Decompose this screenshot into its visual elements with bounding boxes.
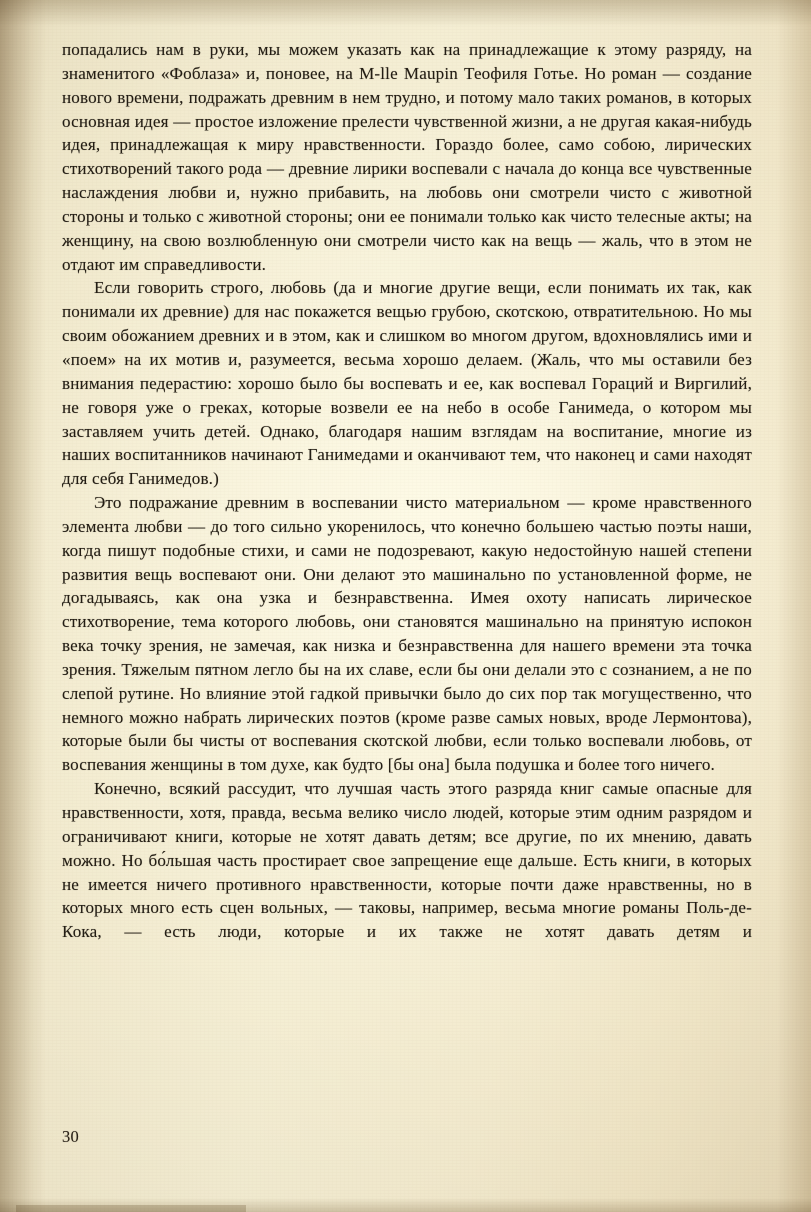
bottom-edge-shadow xyxy=(0,1198,811,1212)
paragraph-1: попадались нам в руки, мы можем указать как на принадлежащие к этому разряду, на знаменитого «Фоблаза» и, поновее, на M-lle Maupin Теофиля Готье. Но роман — создание нового времени, подражать древним в нем трудно, и потому мало таких романов, в которых основная идея — простое изложение прелести чувственной жизни, а не другая какая-нибудь идея, принадлежащая к миру нравственности. Гораздо более, само собою, лирических стихотворений такого рода — древние лирики воспевали с начала до конца все чувственные наслаждения любви и, нужно прибавить, на любовь они смотрели чисто с животной стороны и только с животной стороны; они ее понимали только как чисто телесные акты; на женщину, на свою возлюбленную они смотрели чисто как на вещь — жаль, что в этом не отдают им справедливости. xyxy=(62,40,752,274)
page-text-block xyxy=(62,38,752,968)
paragraph-3: Это подражание древним в воспевании чисто материальном — кроме нравственного элемента любви — до того сильно укоренилось, что конечно большею частью поэты наши, когда пишут подобные стихи, и сами не подозревают, какую недостойную нашей степени развития вещь воспевают они. Они делают это машинально по установленной форме, не догадываясь, как она узка и безнравственна. Имея охоту написать лирическое стихотворение, тема которого любовь, они становятся машинально на принятую испокон века точку зрения, не замечая, как низка и безнравственна для нашего времени эта точка зрения. Тяжелым пятном легло бы на их славе, если бы они делали это с сознанием, а не по слепой рутине. Но влияние этой гадкой привычки было до сих пор так могущественно, что немного можно набрать лирических поэтов (кроме разве самых новых, вроде Лермонтова), которые были бы чисты от воспевания скотской любви, если только воспевали любовь, от воспевания женщины в том духе, как будто [бы она] была подушка и более того ничего. xyxy=(62,493,752,775)
right-edge-shadow xyxy=(777,0,811,1212)
paragraph-4: Конечно, всякий рассудит, что лучшая часть этого разряда книг самые опасные для нравственности, хотя, правда, весьма велико число людей, которые этим одним разрядом и ограничивают книги, которые не хотят давать детям; все другие, по их мнению, давать можно. Но бо́льшая часть простирает свое запрещение еще дальше. Есть книги, в которых не имеется ничего противного нравственности, которые почти даже нравственны, но в которых много есть сцен вольных, — таковы, например, весьма многие романы Поль-де-Кока, — есть люди, которые и их также не хотят давать детям и xyxy=(62,779,752,942)
paragraph-2: Если говорить строго, любовь (да и многие другие вещи, если понимать их так, как понимали их древние) для нас покажется вещью грубою, скотскою, отвратительною. Но мы своим обожанием древних и в этом, как и слишком во многом другом, вдохновлялись ими и «поем» на их мотив и, разумеется, весьма хорошо делаем. (Жаль, что мы оставили без внимания педерастию: хорошо было бы воспевать и ее, как воспевал Гораций и Виргилий, не говоря уже о греках, которые возвели ее на небо в особе Ганимеда, о котором мы заставляем учить детей. Однако, благодаря нашим взглядам на воспитание, многие из наших воспитанников начинают Ганимедами и оканчивают тем, что наконец и сами находят для себя Ганимедов.) xyxy=(62,278,752,489)
binding-gutter-shadow xyxy=(0,0,46,1212)
page-number: 30 xyxy=(62,1127,80,1146)
top-edge-shadow xyxy=(0,0,811,26)
scan-edge-artifact xyxy=(16,1205,246,1212)
